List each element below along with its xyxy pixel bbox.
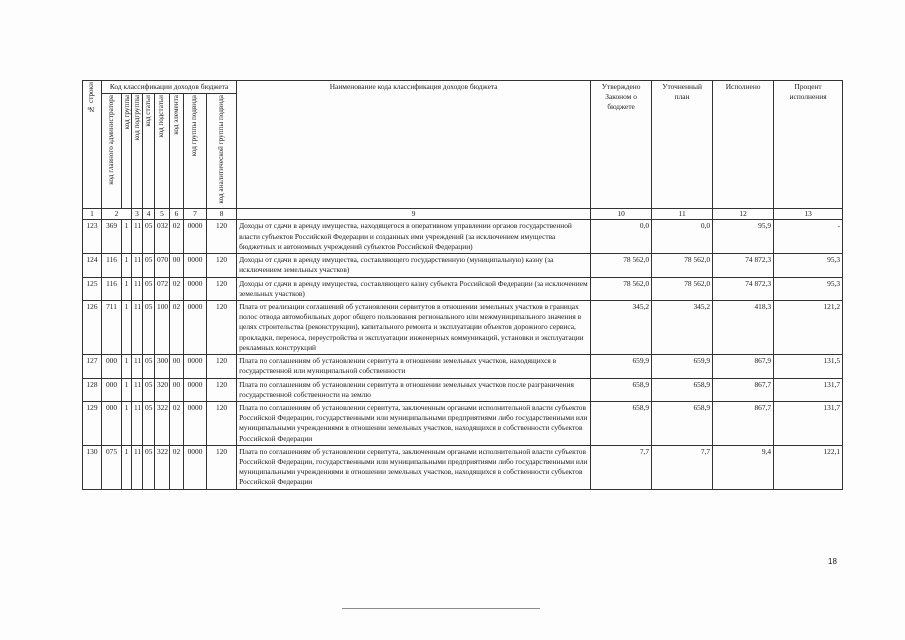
subtype-code-cell: 0000	[184, 355, 207, 378]
column-number: 2	[102, 209, 132, 220]
revenue-name-cell: Плата по соглашениям об установлении сервитута, заключенным органами исполнительной власти субъектов Российской Федерации, государственными или муниципальными предприятиями либо государственными или муниципальными учреждениями в отношении земельных участков, находящихся в собственности субъектов Российской Федерации	[237, 445, 591, 489]
subarticle-code-cell: 072	[155, 277, 170, 300]
analytic-code-cell: 120	[207, 355, 237, 378]
header-subgroup-code: код подгруппы	[132, 94, 143, 209]
executed-amount-cell: 418,3	[713, 300, 774, 354]
subgroup-code-cell: 11	[132, 254, 143, 277]
executed-amount-cell: 74 872,3	[713, 277, 774, 300]
admin-code-cell: 369	[102, 220, 122, 254]
table-body	[83, 220, 843, 489]
executed-amount-cell: 867,7	[713, 378, 774, 401]
approved-amount-cell: 345,2	[591, 300, 652, 354]
analytic-code-cell: 120	[207, 445, 237, 489]
subarticle-code-cell: 300	[155, 355, 170, 378]
percent-cell: 122,1	[774, 445, 843, 489]
article-code-cell: 05	[143, 378, 155, 401]
executed-amount-cell: 74 872,3	[713, 254, 774, 277]
row-number-cell: 128	[83, 378, 102, 401]
subtype-code-cell: 0000	[184, 445, 207, 489]
percent-cell: 131,5	[774, 355, 843, 378]
column-number: 6	[170, 209, 184, 220]
revenue-name-cell: Плата от реализации соглашений об установлении сервитутов в отношении земельных участков в границах полос отвода автомобильных дорог общего пользования регионального или межмуниципального значения в целях строительства (реконструкции), капитального ремонта и эксплуатации объектов дорожного сервиса, прокладки, переноса, переустройства и эксплуатации инженерных коммуникаций, установки и эксплуатации рекламных конструкций	[237, 300, 591, 354]
refined-amount-cell: 0,0	[652, 220, 713, 254]
header-percent: Процент исполнения	[774, 81, 843, 209]
approved-amount-cell: 78 562,0	[591, 277, 652, 300]
subarticle-code-cell: 322	[155, 445, 170, 489]
admin-code-cell: 000	[102, 378, 122, 401]
article-code-cell: 05	[143, 300, 155, 354]
row-number-cell: 124	[83, 254, 102, 277]
revenue-name-cell: Доходы от сдачи в аренду имущества, составляющего казну субъекта Российской Федерации (за исключением земельных участков)	[237, 277, 591, 300]
column-number: 1	[83, 209, 102, 220]
subarticle-code-cell: 322	[155, 401, 170, 445]
element-code-cell: 00	[170, 378, 184, 401]
approved-amount-cell: 658,9	[591, 378, 652, 401]
subtype-code-cell: 0000	[184, 220, 207, 254]
article-code-cell: 05	[143, 355, 155, 378]
admin-code-cell: 116	[102, 277, 122, 300]
approved-amount-cell: 78 562,0	[591, 254, 652, 277]
subarticle-code-cell: 100	[155, 300, 170, 354]
header-approved: Утверждено Законом о бюджете	[591, 81, 652, 209]
admin-code-cell: 000	[102, 401, 122, 445]
approved-amount-cell: 658,9	[591, 401, 652, 445]
group-code-cell: 1	[122, 277, 132, 300]
group-code-cell: 1	[122, 220, 132, 254]
group-code-cell: 1	[122, 254, 132, 277]
subtype-code-cell: 0000	[184, 401, 207, 445]
executed-amount-cell: 95,9	[713, 220, 774, 254]
subgroup-code-cell: 11	[132, 401, 143, 445]
element-code-cell: 00	[170, 254, 184, 277]
column-number: 5	[155, 209, 170, 220]
subarticle-code-cell: 070	[155, 254, 170, 277]
subgroup-code-cell: 11	[132, 220, 143, 254]
article-code-cell: 05	[143, 401, 155, 445]
table-row	[83, 220, 843, 254]
analytic-code-cell: 120	[207, 220, 237, 254]
percent-cell: 121,2	[774, 300, 843, 354]
revenue-name-cell: Плата по соглашениям об установлении сервитута, заключенным органами исполнительной власти субъектов Российской Федерации, государственными или муниципальными предприятиями либо государственными или муниципальными учреждениями в отношении земельных участков, находящихся в собственности субъектов Российской Федерации	[237, 401, 591, 445]
subtype-code-cell: 0000	[184, 254, 207, 277]
refined-amount-cell: 659,9	[652, 355, 713, 378]
header-analytic-group-code: код аналитической группы подвида	[207, 94, 237, 209]
element-code-cell: 02	[170, 445, 184, 489]
article-code-cell: 05	[143, 254, 155, 277]
group-code-cell: 1	[122, 300, 132, 354]
revenue-name-cell: Плата по соглашениям об установлении сервитута в отношении земельных участков после разграничения государственной собственности на землю	[237, 378, 591, 401]
header-subtype-group-code: код группы подвида	[184, 94, 207, 209]
subtype-code-cell: 0000	[184, 277, 207, 300]
table-row	[83, 300, 843, 354]
footer-rule	[342, 608, 540, 609]
row-number-cell: 127	[83, 355, 102, 378]
column-number: 13	[774, 209, 843, 220]
header-article-code: код статьи	[143, 94, 155, 209]
element-code-cell: 02	[170, 277, 184, 300]
header-group-code: код группы	[122, 94, 132, 209]
group-code-cell: 1	[122, 401, 132, 445]
element-code-cell: 02	[170, 220, 184, 254]
element-code-cell: 00	[170, 355, 184, 378]
group-code-cell: 1	[122, 378, 132, 401]
header-row-number: № строки	[83, 81, 102, 209]
column-number: 12	[713, 209, 774, 220]
revenue-name-cell: Плата по соглашениям об установлении сервитута в отношении земельных участков, находящихся в государственной или муниципальной собственности	[237, 355, 591, 378]
approved-amount-cell: 0,0	[591, 220, 652, 254]
approved-amount-cell: 7,7	[591, 445, 652, 489]
page-number: 18	[828, 557, 837, 566]
refined-amount-cell: 78 562,0	[652, 254, 713, 277]
column-number: 11	[652, 209, 713, 220]
column-number: 3	[132, 209, 143, 220]
article-code-cell: 05	[143, 277, 155, 300]
percent-cell: 95,3	[774, 254, 843, 277]
article-code-cell: 05	[143, 445, 155, 489]
budget-revenue-table	[82, 80, 843, 490]
row-number-cell: 123	[83, 220, 102, 254]
percent-cell: 131,7	[774, 378, 843, 401]
subtype-code-cell: 0000	[184, 378, 207, 401]
column-number: 10	[591, 209, 652, 220]
subgroup-code-cell: 11	[132, 300, 143, 354]
percent-cell: -	[774, 220, 843, 254]
table-row	[83, 277, 843, 300]
refined-amount-cell: 658,9	[652, 378, 713, 401]
table-row	[83, 445, 843, 489]
admin-code-cell: 000	[102, 355, 122, 378]
element-code-cell: 02	[170, 401, 184, 445]
column-number-row	[83, 209, 843, 220]
row-number-cell: 125	[83, 277, 102, 300]
row-number-cell: 129	[83, 401, 102, 445]
table-row	[83, 254, 843, 277]
table-header	[83, 81, 843, 220]
percent-cell: 95,3	[774, 277, 843, 300]
admin-code-cell: 116	[102, 254, 122, 277]
executed-amount-cell: 867,9	[713, 355, 774, 378]
approved-amount-cell: 659,9	[591, 355, 652, 378]
admin-code-cell: 711	[102, 300, 122, 354]
row-number-cell: 130	[83, 445, 102, 489]
subgroup-code-cell: 11	[132, 445, 143, 489]
admin-code-cell: 075	[102, 445, 122, 489]
header-name: Наименование кода классификация доходов бюджета	[237, 81, 591, 209]
refined-amount-cell: 78 562,0	[652, 277, 713, 300]
table-row	[83, 378, 843, 401]
analytic-code-cell: 120	[207, 300, 237, 354]
column-number: 4	[143, 209, 155, 220]
subgroup-code-cell: 11	[132, 378, 143, 401]
table-row	[83, 355, 843, 378]
executed-amount-cell: 867,7	[713, 401, 774, 445]
header-classification-group: Код классификации доходов бюджета	[102, 81, 237, 94]
subarticle-code-cell: 320	[155, 378, 170, 401]
column-number: 9	[237, 209, 591, 220]
analytic-code-cell: 120	[207, 277, 237, 300]
revenue-name-cell: Доходы от сдачи в аренду имущества, находящегося в оперативном управлении органов государственной власти субъектов Российской Федерации и созданных ими учреждений (за исключением имущества бюджетных и автономных учреждений субъектов Российской Федерации)	[237, 220, 591, 254]
revenue-name-cell: Доходы от сдачи в аренду имущества, составляющего государственную (муниципальную) казну (за исключением земельных участков)	[237, 254, 591, 277]
table-row	[83, 401, 843, 445]
percent-cell: 131,7	[774, 401, 843, 445]
group-code-cell: 1	[122, 355, 132, 378]
subtype-code-cell: 0000	[184, 300, 207, 354]
header-executed: Исполнено	[713, 81, 774, 209]
article-code-cell: 05	[143, 220, 155, 254]
refined-amount-cell: 658,9	[652, 401, 713, 445]
subgroup-code-cell: 11	[132, 355, 143, 378]
analytic-code-cell: 120	[207, 401, 237, 445]
header-admin-code: код главного администратора	[102, 94, 122, 209]
subgroup-code-cell: 11	[132, 277, 143, 300]
refined-amount-cell: 7,7	[652, 445, 713, 489]
column-number: 8	[207, 209, 237, 220]
executed-amount-cell: 9,4	[713, 445, 774, 489]
header-refined: Уточненный план	[652, 81, 713, 209]
element-code-cell: 02	[170, 300, 184, 354]
header-element-code: код элемента	[170, 94, 184, 209]
refined-amount-cell: 345,2	[652, 300, 713, 354]
column-number: 7	[184, 209, 207, 220]
group-code-cell: 1	[122, 445, 132, 489]
header-subarticle-code: код подстатьи	[155, 94, 170, 209]
row-number-cell: 126	[83, 300, 102, 354]
analytic-code-cell: 120	[207, 254, 237, 277]
subarticle-code-cell: 032	[155, 220, 170, 254]
analytic-code-cell: 120	[207, 378, 237, 401]
